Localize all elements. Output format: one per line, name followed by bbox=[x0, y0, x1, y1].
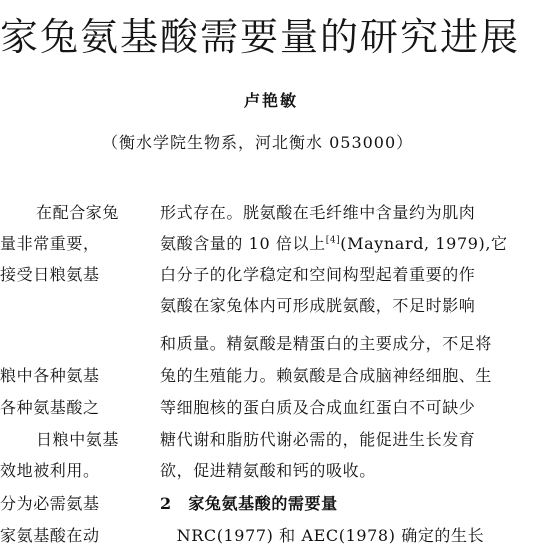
left-column-line: 效地被利用。 bbox=[0, 461, 100, 480]
line-text: 和质量。精氨酸是精蛋白的主要成分，不足将 bbox=[160, 334, 493, 353]
line-text: 欲，促进精氨酸和钙的吸收。 bbox=[160, 461, 376, 480]
left-column-line: 分为必需氨基 bbox=[0, 494, 100, 513]
line-text: 白分子的化学稳定和空间构型起着重要的作 bbox=[160, 265, 476, 284]
line-text: 2 家兔氨基酸的需要量 bbox=[160, 494, 338, 513]
line-text: 氨酸在家兔体内可形成胱氨酸，不足时影响 bbox=[160, 296, 476, 315]
body-text-line bbox=[160, 336, 492, 352]
body-text-line bbox=[160, 528, 484, 544]
line-text: 氨酸含量的 10 倍以上 bbox=[160, 234, 326, 253]
left-column-line: 接受日粮氨基 bbox=[0, 265, 100, 284]
left-column-line: 日粮中氨基 bbox=[36, 430, 120, 449]
body-text-line bbox=[160, 368, 492, 384]
body-text-line bbox=[160, 400, 475, 416]
paper-title: 家兔氨基酸需要量的研究进展 bbox=[0, 15, 521, 59]
body-text-line bbox=[160, 267, 475, 283]
author-affiliation: （衡水学院生物系，河北衡水 053000） bbox=[102, 133, 414, 152]
line-text: 等细胞核的蛋白质及合成血红蛋白不可缺少 bbox=[160, 398, 476, 417]
author-name: 卢艳敏 bbox=[244, 91, 299, 110]
left-column-line: 家氨基酸在动 bbox=[0, 526, 100, 545]
body-text-line bbox=[160, 432, 475, 448]
left-column-line: 在配合家兔 bbox=[36, 203, 120, 222]
body-text-line bbox=[160, 205, 475, 221]
line-text: NRC(1977) 和 AEC(1978) 确定的生长 bbox=[160, 526, 485, 545]
line-text: 兔的生殖能力。赖氨酸是合成脑神经细胞、生 bbox=[160, 366, 493, 385]
line-text: 形式存在。胱氨酸在毛纤维中含量约为肌肉 bbox=[160, 203, 476, 222]
left-column-line: 粮中各种氨基 bbox=[0, 366, 100, 385]
body-text-line bbox=[160, 298, 475, 314]
left-column-line: 各种氨基酸之 bbox=[0, 398, 100, 417]
citation-superscript: [4] bbox=[325, 235, 341, 246]
left-column-line: 量非常重要， bbox=[0, 234, 100, 253]
line-text: 糖代谢和脂肪代谢必需的，能促进生长发育 bbox=[160, 430, 476, 449]
line-text-continued: (Maynard, 1979),它 bbox=[340, 234, 508, 253]
body-text-line bbox=[160, 463, 376, 479]
body-text-line bbox=[160, 236, 508, 252]
section-heading bbox=[160, 496, 338, 512]
